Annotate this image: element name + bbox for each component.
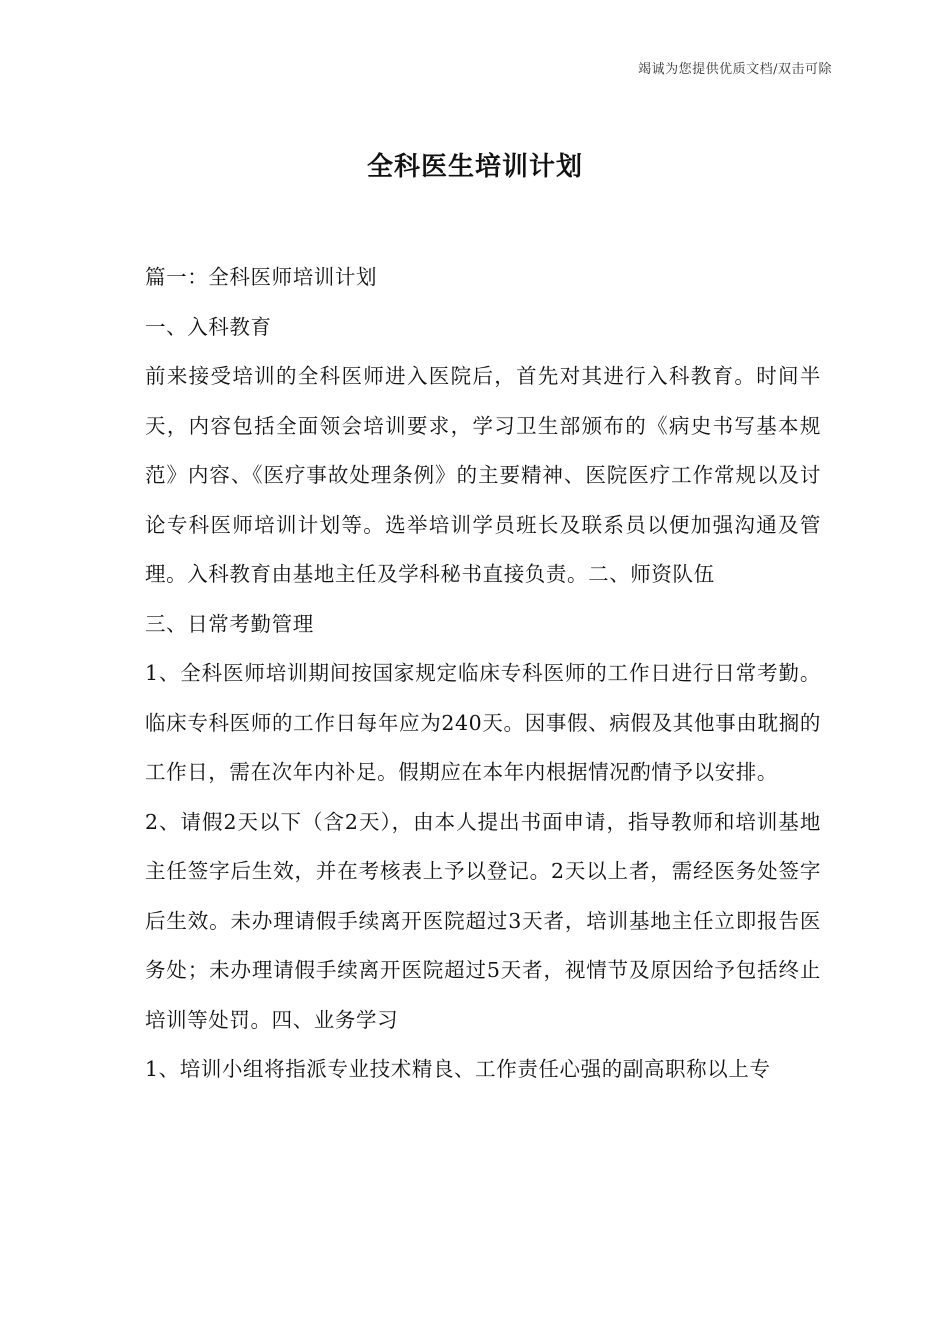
section-heading: 篇一：全科医师培训计划	[145, 265, 378, 289]
document-title: 全科医生培训计划	[366, 152, 583, 182]
section-heading: 一、入科教育	[145, 314, 272, 339]
document-body	[145, 253, 821, 1095]
body-paragraph: 前来接受培训的全科医师进入医院后，首先对其进行入科教育。时间半天，内容包括全面领会培训要求，学习卫生部颁布的《病史书写基本规范》内容、《医疗事故处理条例》的主要精神、医院医疗工作常规以及讨论专科医师培训计划等。选举培训学员班长及联系员以便加强沟通及管理。入科教育由基地主任及学科秘书直接负责。二、师资队伍	[145, 364, 821, 586]
body-paragraph: 1、全科医师培训期间按国家规定临床专科医师的工作日进行日常考勤。临床专科医师的工作日每年应为240天。因事假、病假及其他事由耽搁的工作日，需在次年内补足。假期应在本年内根据情况酌情予以安排。	[145, 661, 821, 784]
header-note: 竭诚为您提供优质文档/双击可除	[638, 62, 832, 77]
section-heading: 三、日常考勤管理	[145, 611, 314, 636]
body-paragraph: 2、请假2天以下（含2天），由本人提出书面申请，指导教师和培训基地主任签字后生效，并在考核表上予以登记。2天以上者，需经医务处签字后生效。未办理请假手续离开医院超过3天者，培训基地主任立即报告医务处；未办理请假手续离开医院超过5天者，视情节及原因给予包括终止培训等处罚。四、业务学习	[145, 809, 821, 1032]
body-paragraph: 1、培训小组将指派专业技术精良、工作责任心强的副高职称以上专	[145, 1057, 771, 1081]
